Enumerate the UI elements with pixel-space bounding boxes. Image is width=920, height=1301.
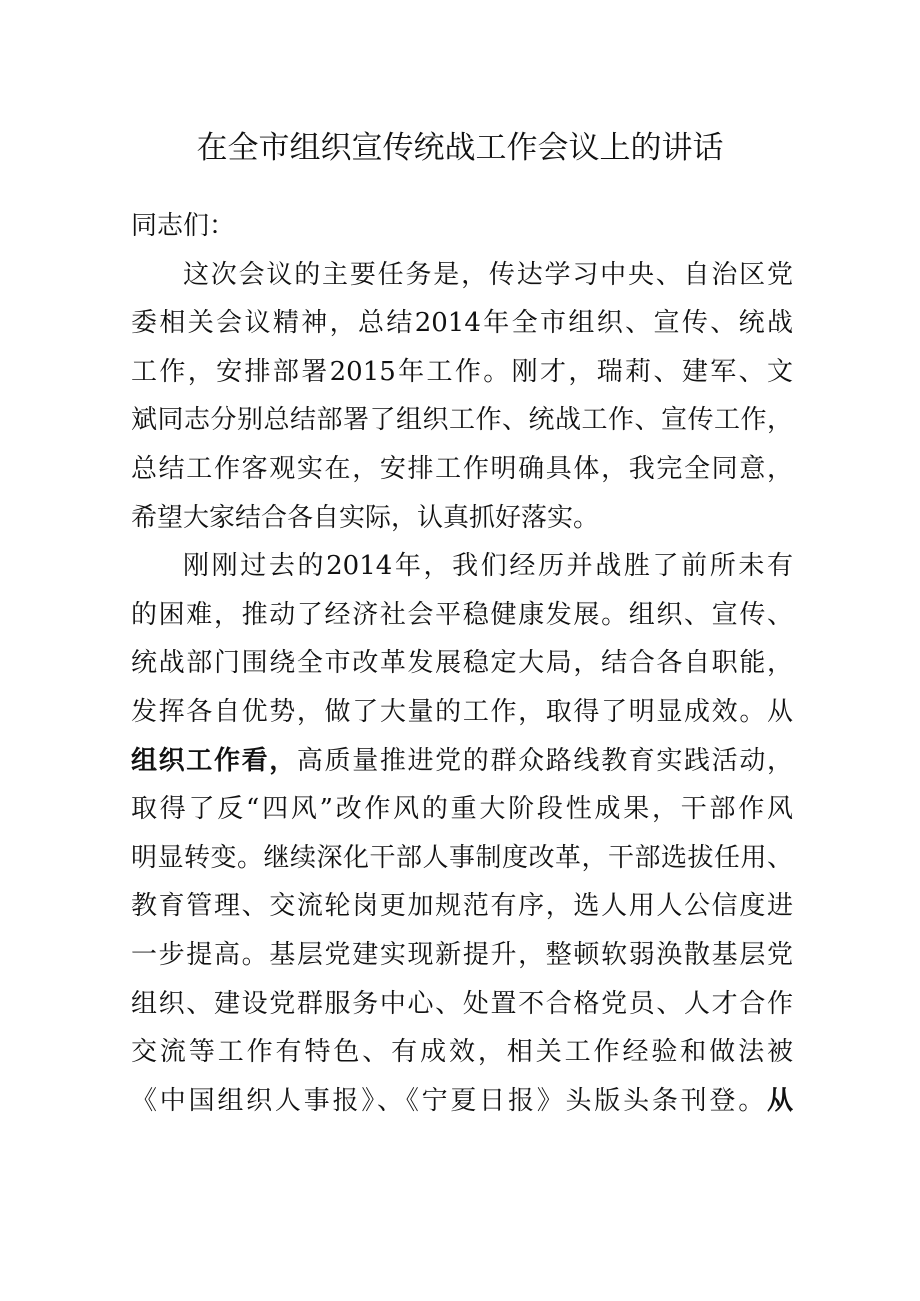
paragraph2-line: 统战部门围绕全市改革发展稳定大局，结合各自职能， [131, 648, 793, 679]
paragraph2-line: 一步提高。基层党建实现新提升，整顿软弱涣散基层党 [131, 939, 793, 970]
paragraph2-line: 交流等工作有特色、有成效，相关工作经验和做法被 [131, 1037, 793, 1068]
paragraph1-line: 工作，安排部署2015年工作。刚才，瑞莉、建军、文 [131, 356, 793, 387]
paragraph1-line: 希望大家结合各自实际，认真抓好落实。 [131, 502, 600, 533]
paragraph2-line-mixed [131, 737, 793, 786]
line-text: 《中国组织人事报》、《宁夏日报》头版头条刊登。 [131, 1085, 767, 1116]
paragraph2-line: 取得了反“四风”改作风的重大阶段性成果，干部作风 [131, 794, 793, 825]
bold-phrase: 组织工作看， [131, 745, 297, 776]
greeting-line: 同志们： [131, 211, 236, 241]
paragraph1-line: 总结工作客观实在，安排工作明确具体，我完全同意， [131, 453, 793, 484]
line-rest: 高质量推进党的群众路线教育实践活动， [296, 745, 793, 776]
paragraph2-line: 刚刚过去的2014年，我们经历并战胜了前所未有 [183, 551, 793, 582]
paragraph1-line: 委相关会议精神，总结2014年全市组织、宣传、统战 [131, 308, 793, 339]
paragraph2-line: 组织、建设党群服务中心、处置不合格党员、人才合作 [131, 988, 793, 1019]
paragraph2-line: 教育管理、交流轮岗更加规范有序，选人用人公信度进 [131, 891, 793, 922]
paragraph2-line: 发挥各自优势，做了大量的工作，取得了明显成效。从 [131, 696, 793, 727]
paragraph2-line-mixed [131, 1077, 793, 1126]
paragraph1-line: 这次会议的主要任务是，传达学习中央、自治区党 [183, 259, 793, 290]
document-title: 在全市组织宣传统战工作会议上的讲话 [196, 130, 724, 166]
bold-phrase: 从 [766, 1085, 793, 1116]
document-body [131, 202, 793, 1125]
paragraph2-line: 的困难，推动了经济社会平稳健康发展。组织、宣传、 [131, 599, 793, 630]
paragraph1-line: 斌同志分别总结部署了组织工作、统战工作、宣传工作， [131, 405, 793, 436]
paragraph2-line: 明显转变。继续深化干部人事制度改革，干部选拔任用、 [131, 842, 793, 873]
